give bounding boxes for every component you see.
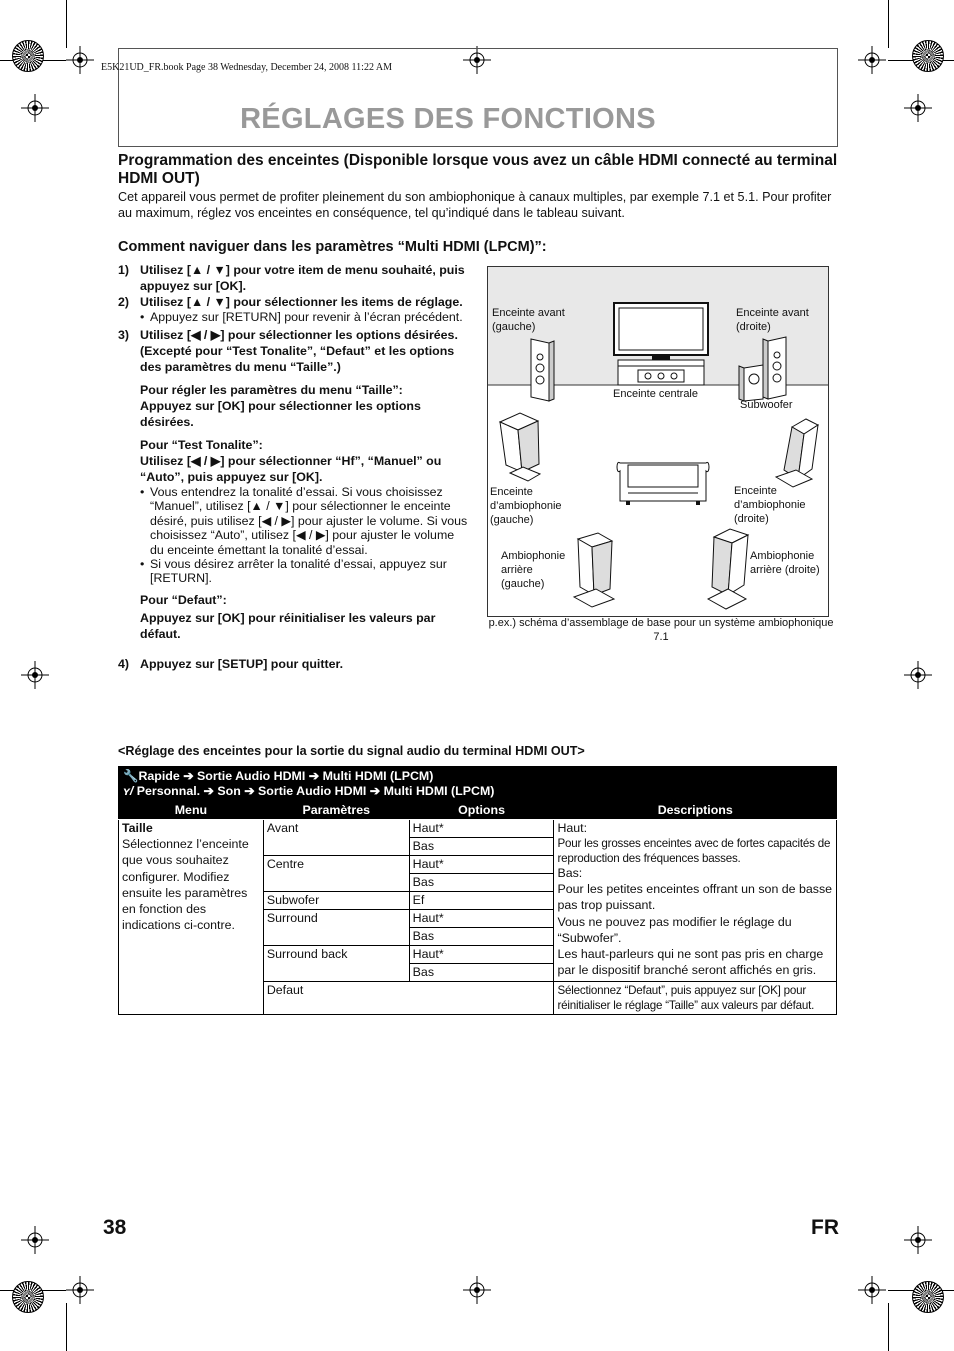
label-front-left: Enceinte avant (gauche) <box>492 307 565 333</box>
registration-mark-icon <box>904 661 932 689</box>
header-parameters: Paramètres <box>263 802 409 820</box>
custom-settings-icon: ʏ/ <box>123 784 137 798</box>
header-menu: Menu <box>119 802 264 820</box>
option-ef: Ef <box>409 892 554 910</box>
label-rear-right: Ambiophonie arrière (droite) <box>750 550 820 576</box>
label-surround-right: Enceinte d’ambiophonie (droite) <box>734 485 806 525</box>
description-defaut: Sélectionnez “Defaut”, puis appuyez sur [OK] pour réinitialiser le réglage “Taille” aux valeurs par défaut. <box>554 982 837 1015</box>
step-3: 3) Utilisez [◀ / ▶] pour sélectionner les options désirées. (Excepté pour “Test Tonalite”, “Defaut” et les options des paramètres du menu “Taille”.) <box>118 328 458 374</box>
registration-mark-icon <box>66 1276 94 1304</box>
taille-heading: Pour régler les paramètres du menu “Taille”: <box>140 383 403 397</box>
front-left-speaker-icon <box>531 339 554 401</box>
param-centre: Centre <box>263 856 409 892</box>
crop-mark <box>888 1303 889 1351</box>
step-2-bullet: • Appuyez sur [RETURN] pour revenir à l’écran précédent. <box>118 310 470 324</box>
speaker-settings-table <box>118 766 837 1015</box>
rear-left-speaker-icon <box>574 533 614 607</box>
menu-description: Sélectionnez l’enceinte que vous souhaitez configurer. Modifiez ensuite les paramètres en fonction des indications ci-contre. <box>122 837 249 933</box>
page-title: RÉGLAGES DES FONCTIONS <box>240 103 656 135</box>
registration-mark-icon <box>66 46 94 74</box>
label-subwoofer: Subwoofer <box>740 399 793 411</box>
registration-mark-icon <box>463 1276 491 1304</box>
label-center: Enceinte centrale <box>613 388 698 400</box>
color-rosette-icon <box>912 1281 944 1313</box>
test-tone-bullet-2: • Si vous désirez arrêter la tonalité d’essai, appuyez sur [RETURN]. <box>118 557 470 586</box>
option-haut: Haut* <box>409 820 554 838</box>
book-info-line: E5K21UD_FR.book Page 38 Wednesday, December 24, 2008 11:22 AM <box>101 62 393 73</box>
color-rosette-icon <box>12 40 44 72</box>
step-2: 2) Utilisez [▲ / ▼] pour sélectionner les items de réglage. <box>118 295 463 309</box>
step-4: 4) Appuyez sur [SETUP] pour quitter. <box>118 656 344 671</box>
surround-left-speaker-icon <box>500 413 540 481</box>
color-rosette-icon <box>12 1281 44 1313</box>
wrench-icon: 🔧 <box>123 769 139 783</box>
param-surround-back: Surround back <box>263 946 409 982</box>
param-surround: Surround <box>263 910 409 946</box>
nav-path-quick: 🔧Rapide ➔ Sortie Audio HDMI ➔ Multi HDMI (LPCM) <box>119 767 837 785</box>
menu-title: Taille <box>122 821 153 835</box>
section-heading: Programmation des enceintes (Disponible lorsque vous avez un câble HDMI connecté au terminal HDMI OUT) <box>118 152 838 187</box>
test-tone-heading: Pour “Test Tonalite”: <box>140 438 263 452</box>
defaut-body: Appuyez sur [OK] pour réinitialiser les valeurs par défaut. <box>140 610 436 641</box>
label-front-right: Enceinte avant (droite) <box>736 307 809 333</box>
crop-mark <box>66 1303 67 1351</box>
color-rosette-icon <box>912 40 944 72</box>
option-bas: Bas <box>409 838 554 856</box>
menu-cell <box>119 820 264 1015</box>
param-defaut: Defaut <box>263 982 554 1015</box>
page-number: 38 <box>103 1216 127 1239</box>
test-tone-body: Utilisez [◀ / ▶] pour sélectionner “Hf”, “Manuel” ou “Auto”, puis appuyez sur [OK]. <box>140 454 442 484</box>
registration-mark-icon <box>904 94 932 122</box>
step-1: 1) Utilisez [▲ / ▼] pour votre item de menu souhaité, puis appuyez sur [OK]. <box>118 263 465 293</box>
registration-mark-icon <box>21 94 49 122</box>
test-tone-bullet-1: • Vous entendrez la tonalité d’essai. Si vous choisissez “Manuel”, utilisez [▲ / ▼] pour sélectionner le enceinte désiré, puis utilisez [◀ / ▶] pour ajuster le volume. Si vous choisissez “Auto”, utilisez [◀ / ▶] pour ajuster le volume du enceinte émettant la tonalité d’essai. <box>118 485 470 557</box>
header-options: Options <box>409 802 554 820</box>
crop-mark <box>66 0 67 48</box>
header-descriptions: Descriptions <box>554 802 837 820</box>
taille-body: Appuyez sur [OK] pour sélectionner les options désirées. <box>140 399 421 429</box>
option-haut: Haut* <box>409 946 554 964</box>
registration-mark-icon <box>21 1226 49 1254</box>
tv-icon <box>614 303 708 385</box>
diagram-caption: p.ex.) schéma d’assemblage de base pour un système ambiophonique 7.1 <box>488 617 834 643</box>
registration-mark-icon <box>904 1226 932 1254</box>
steps-list <box>118 262 470 672</box>
option-bas: Bas <box>409 928 554 946</box>
param-subwofer: Subwofer <box>263 892 409 910</box>
option-bas: Bas <box>409 874 554 892</box>
registration-mark-icon <box>21 661 49 689</box>
table-title: <Réglage des enceintes pour la sortie du signal audio du terminal HDMI OUT> <box>118 744 585 758</box>
front-right-speaker-icon <box>763 337 786 399</box>
param-avant: Avant <box>263 820 409 856</box>
nav-path-custom: ʏ/ Personnal. ➔ Son ➔ Sortie Audio HDMI ➔ Multi HDMI (LPCM) <box>119 784 837 802</box>
rear-right-speaker-icon <box>708 529 748 609</box>
speaker-layout-diagram <box>487 266 829 617</box>
subwoofer-icon <box>739 365 763 401</box>
registration-mark-icon <box>858 1276 886 1304</box>
option-haut: Haut* <box>409 856 554 874</box>
sofa-icon <box>617 462 709 505</box>
defaut-heading: Pour “Defaut”: <box>140 592 227 607</box>
option-bas: Bas <box>409 964 554 982</box>
option-haut: Haut* <box>409 910 554 928</box>
surround-right-speaker-icon <box>776 419 818 487</box>
label-rear-left: Ambiophonie arrière (gauche) <box>501 550 566 590</box>
language-code: FR <box>811 1216 839 1239</box>
label-surround-left: Enceinte d’ambiophonie (gauche) <box>490 486 562 526</box>
section-intro: Cet appareil vous permet de profiter pleinement du son ambiophonique à canaux multiples, par exemple 7.1 et 5.1. Pour profiter au maximum, réglez vos enceintes en conséquence, tel qu’indiqué dans le tableau suivant. <box>118 190 832 220</box>
descriptions-cell: Haut: Pour les grosses enceintes avec de fortes capacités de reproduction des fréquences basses. Bas: Pour les petites enceintes offrant un son de basse pas trop puissant. Vous ne pouvez pas modifier le réglage du “Subwofer”. Les haut-parleurs qui ne sont pas pris en charge par le dispositif branché seront affichés en gris. <box>554 820 837 982</box>
crop-mark <box>888 0 889 48</box>
navigation-heading: Comment naviguer dans les paramètres “Multi HDMI (LPCM)”: <box>118 239 547 255</box>
registration-mark-icon <box>858 46 886 74</box>
